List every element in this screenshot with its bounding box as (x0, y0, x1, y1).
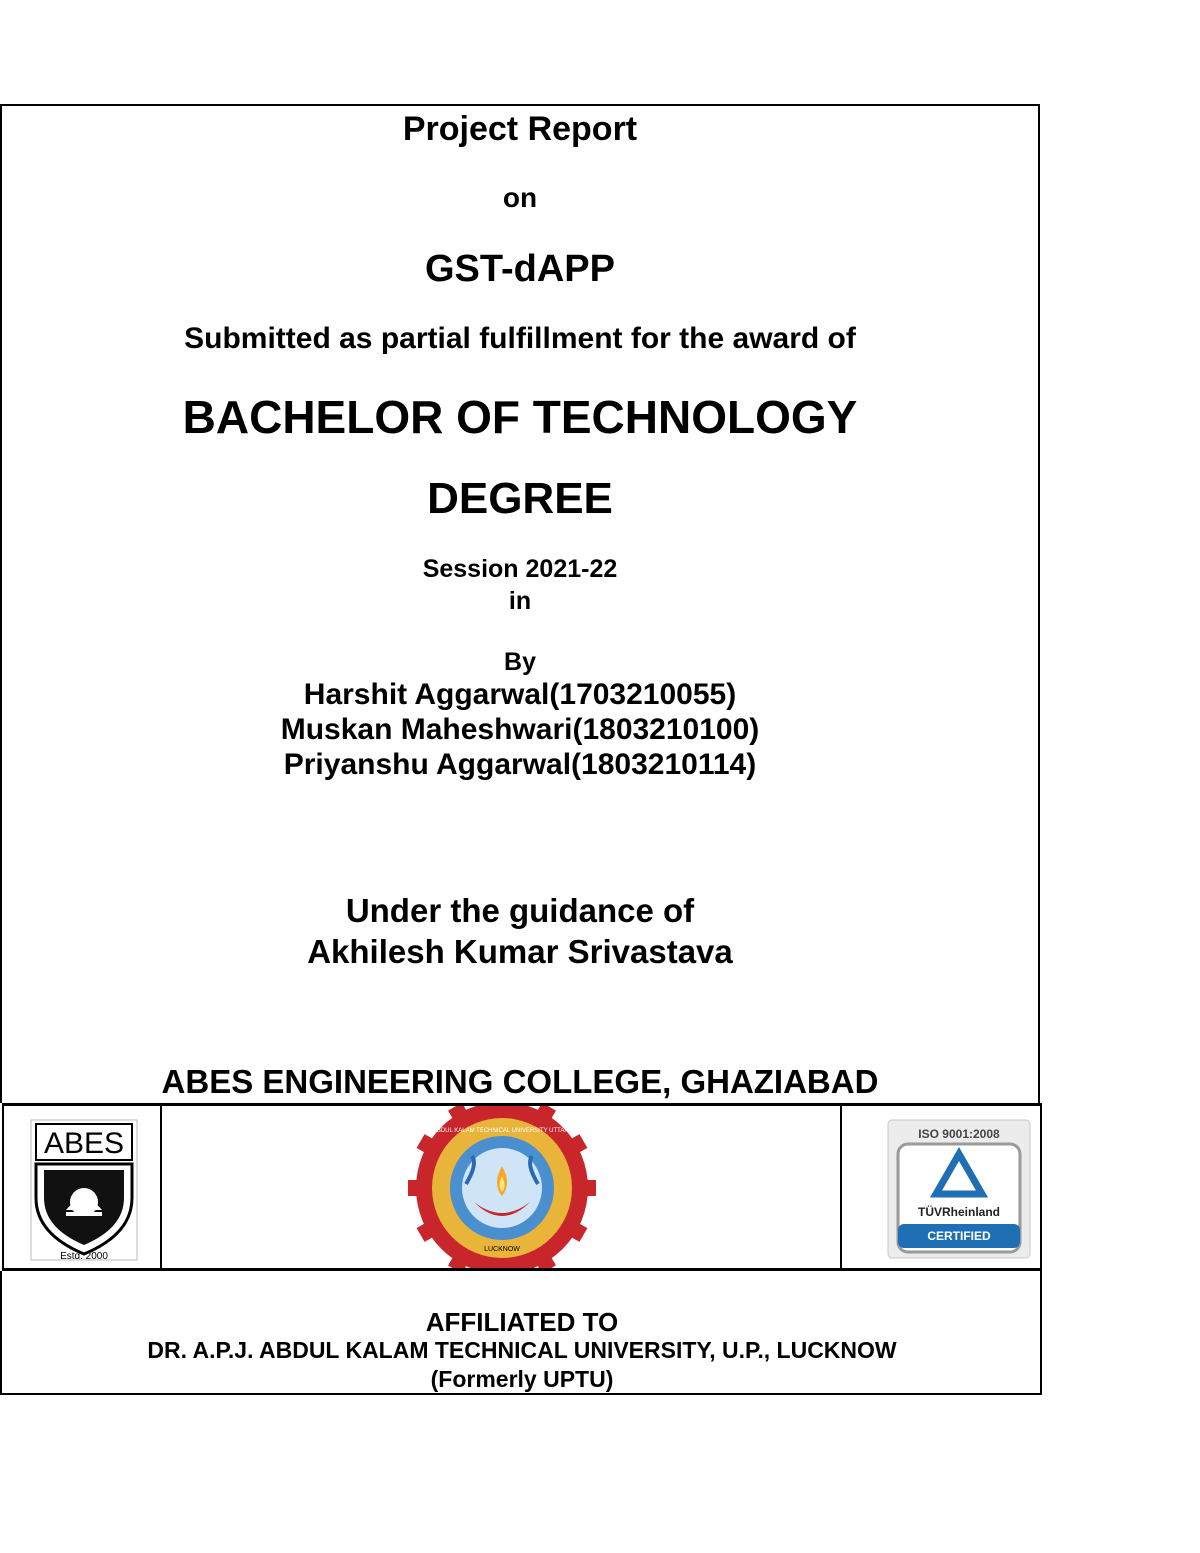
aktu-logo-cell (162, 1106, 842, 1268)
affiliated-label: AFFILIATED TO (425, 1307, 619, 1337)
abes-logo (4, 1106, 160, 1268)
logos-row (2, 1103, 1042, 1271)
student-2: Muskan Maheshwari(1803210100) (280, 713, 760, 746)
degree-line2: DEGREE (427, 474, 613, 523)
session-label: Session 2021-22 (422, 555, 618, 583)
student-1: Harshit Aggarwal(1703210055) (303, 678, 737, 711)
degree-line1: BACHELOR OF TECHNOLOGY (182, 391, 858, 443)
affiliated-former: (Formerly UPTU) (430, 1366, 614, 1392)
student-3: Priyanshu Aggarwal(1803210114) (283, 748, 757, 781)
affiliation-box (0, 1271, 1042, 1395)
iso-logo-cell (842, 1106, 1040, 1268)
submission-line: Submitted as partial fulfillment for the award of (184, 322, 856, 355)
affiliated-university: DR. A.P.J. ABDUL KALAM TECHNICAL UNIVERSITY, U.P., LUCKNOW (147, 1337, 897, 1363)
abes-logo-text: ABES (43, 1127, 125, 1160)
aktu-ring-text: DR. A.P.J. ABDUL KALAM TECHNICAL UNIVERSITY UTTAR PRADESH (404, 1128, 600, 1134)
abes-logo-cell (4, 1106, 162, 1268)
aktu-city-text: LUCKNOW (484, 1246, 520, 1253)
tuv-text: TÜVRheinland (917, 1205, 1001, 1219)
in-label: in (508, 587, 532, 615)
on-label: on (502, 182, 538, 213)
project-name: GST-dAPP (424, 248, 616, 290)
report-label: Project Report (402, 110, 638, 148)
certified-text: CERTIFIED (927, 1229, 991, 1243)
aktu-logo (162, 1106, 842, 1268)
college-name: ABES ENGINEERING COLLEGE, GHAZIABAD (161, 1063, 879, 1100)
guide-name: Akhilesh Kumar Srivastava (307, 933, 733, 970)
guidance-label: Under the guidance of (345, 892, 695, 929)
abes-estd-text: Estd. 2000 (60, 1251, 108, 1262)
by-label: By (504, 648, 536, 676)
iso-tuv-logo (842, 1106, 1040, 1268)
iso-text: ISO 9001:2008 (918, 1127, 1000, 1141)
